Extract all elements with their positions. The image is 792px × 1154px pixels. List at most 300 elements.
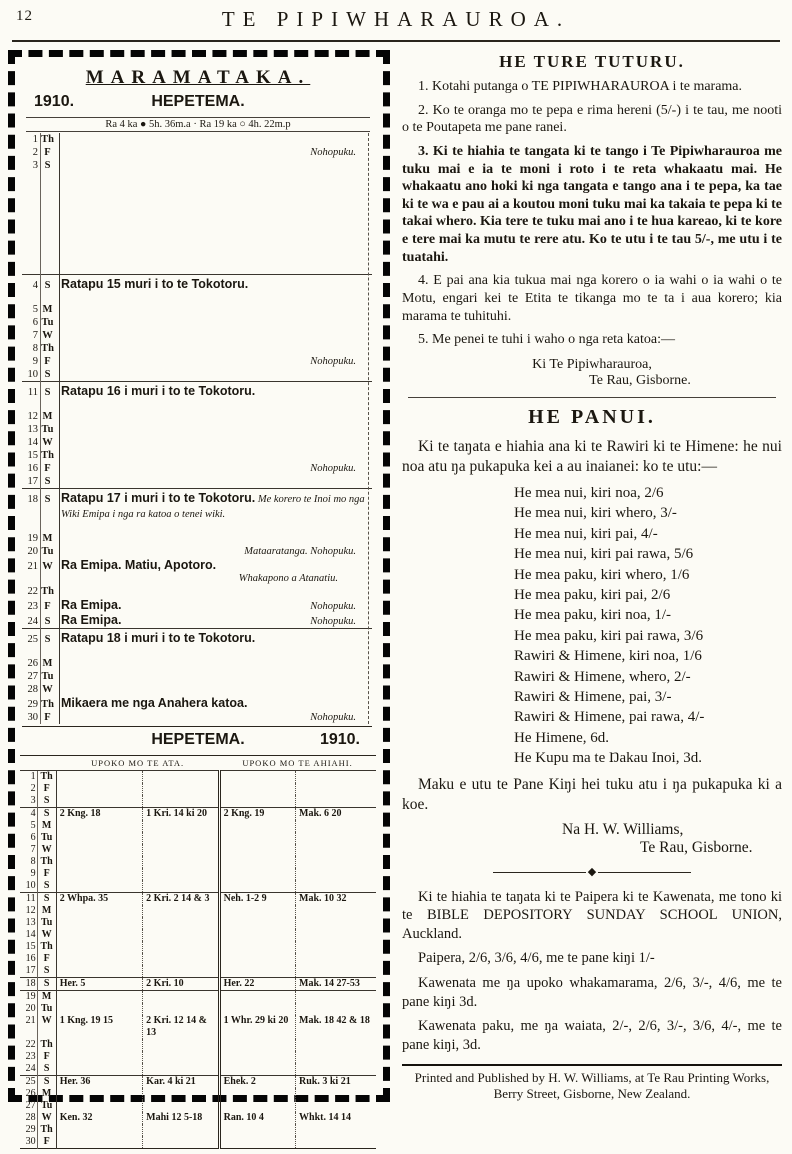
divider-line: [598, 872, 691, 873]
day-letter: Th: [37, 771, 56, 784]
reading-ref: [219, 1124, 295, 1136]
calendar-day-row: [22, 303, 372, 316]
reading-ref: Her. 5: [56, 978, 142, 991]
reading-ref: [56, 953, 142, 965]
day-number: 4: [32, 280, 38, 291]
reading-ref: [143, 1136, 219, 1149]
reading-ref: [56, 965, 142, 978]
maramataka-rows: [22, 133, 372, 724]
calendar-day-row: [22, 631, 372, 646]
reading-ref: [219, 820, 295, 832]
lectionary-row: [20, 1100, 376, 1112]
lectionary-row: [20, 893, 376, 906]
day-number: 26: [27, 658, 38, 669]
calendar-day-row: [22, 475, 372, 488]
day-letter: W: [37, 844, 56, 856]
reading-ref: [143, 771, 219, 784]
reading-ref: [296, 965, 376, 978]
lectionary-row: [20, 941, 376, 953]
day-entry: [57, 631, 255, 645]
calendar-week: [22, 488, 372, 628]
calendar-day-row: [22, 491, 372, 521]
day-letter: W: [42, 684, 53, 695]
day-number: 14: [20, 929, 37, 941]
day-number: 24: [27, 616, 38, 627]
day-letter: F: [37, 783, 56, 795]
day-number: 6: [32, 317, 38, 328]
day-letter: M: [37, 905, 56, 917]
day-letter: W: [37, 929, 56, 941]
lectionary-row: [20, 1039, 376, 1051]
lectionary-row: [20, 1136, 376, 1149]
reading-ref: Her. 36: [56, 1076, 142, 1089]
lectionary-row: [20, 856, 376, 868]
reading-ref: Mak. 6 20: [296, 808, 376, 821]
day-number: 12: [20, 905, 37, 917]
lectionary-row: [20, 880, 376, 893]
day-number: 13: [27, 424, 38, 435]
lectionary-row: [20, 1088, 376, 1100]
ture-heading: HE TURE TUTURU.: [499, 52, 685, 71]
reading-ref: Kar. 4 ki 21: [143, 1076, 219, 1089]
column-rule: [40, 133, 41, 724]
calendar-day-row: [22, 532, 372, 545]
reading-ref: [219, 941, 295, 953]
day-letter: W: [42, 561, 53, 572]
calendar-day-row: [22, 436, 372, 449]
calendar-day-row: [22, 545, 372, 558]
reading-ref: 2 Kri. 10: [143, 978, 219, 991]
day-number: 6: [20, 832, 37, 844]
moon-phase-line: Ra 4 ka ● 5h. 36m.a · Ra 19 ka ○ 4h. 22m.p: [26, 117, 370, 132]
reading-ref: 2 Kri. 12 14 & 13: [143, 1015, 219, 1039]
day-letter: S: [44, 369, 51, 380]
reading-ref: [56, 771, 142, 784]
day-number: 25: [20, 1076, 37, 1089]
day-letter: S: [37, 978, 56, 991]
day-number: 22: [20, 1039, 37, 1051]
calendar-day-row: [22, 410, 372, 423]
reading-ref: Mak. 14 27-53: [296, 978, 376, 991]
lectionary-row: [20, 1124, 376, 1136]
lectionary-row: [20, 965, 376, 978]
reading-ref: [296, 1039, 376, 1051]
reading-ref: Ehek. 2: [219, 1076, 295, 1089]
day-letter: Tu: [37, 1003, 56, 1015]
lectionary-row: [20, 808, 376, 821]
calendar-day-row: [22, 585, 372, 598]
ture-paragraph-3: 3. Ki te hiahia te tangata ki te tango i Te Pipiwharauroa me tuku mai e ia te moni i roto i te reta whakaatu mai. He whakaatu ano hoki ki nga tangata e tango ana i te pepa, ka tae ki te wa e pau ai a koutou moni tuku mai ka takaia te pepa ki te takai whero. Kia tere te tuku mai ano i te hua kareao, ki te kore e tere mai ka mutu te rere atu. Ko te utu i te tau 5/-, me utu i te tuatahi.: [402, 143, 782, 265]
day-number: 11: [27, 387, 38, 398]
price-item: He mea paku, kiri pai rawa, 3/6: [514, 627, 704, 644]
ture-paragraph-2: 2. Ko te oranga mo te pepa e rima hereni (5/-) i te tau, me nooti o te Poutapeta me pane ranei.: [402, 102, 782, 136]
reading-ref: [219, 856, 295, 868]
day-letter: Th: [37, 1039, 56, 1051]
reading-ref: Whkt. 14 14: [299, 1112, 351, 1123]
day-number: 25: [27, 634, 38, 645]
day-number: 8: [32, 343, 38, 354]
evening-column-header: UPOKO MO TE AHIAHI.: [219, 756, 376, 771]
price-item: He Himene, 6d.: [514, 729, 609, 746]
day-number: 1: [20, 771, 37, 784]
day-number: 18: [20, 978, 37, 991]
reading-ref: [219, 1088, 295, 1100]
calendar-month: HEPETEMA.: [151, 93, 245, 110]
day-number: 16: [27, 463, 38, 474]
reading-ref: [219, 965, 295, 978]
day-number: 16: [20, 953, 37, 965]
reading-ref: [219, 783, 295, 795]
reading-ref: [56, 1136, 142, 1149]
ture-paragraph-1: 1. Kotahi putanga o TE PIPIWHARAUROA i te marama.: [418, 79, 743, 94]
reading-ref: [219, 771, 295, 784]
day-number: 2: [32, 147, 38, 158]
day-number: 3: [32, 160, 38, 171]
reading-ref: [143, 856, 219, 868]
calendar-day-row: [22, 613, 372, 628]
day-number: 7: [32, 330, 38, 341]
reading-ref: [56, 941, 142, 953]
reading-ref: [143, 795, 219, 808]
reading-ref: [296, 1063, 376, 1076]
footer-rule: [402, 1064, 782, 1066]
reading-ref: [56, 991, 142, 1004]
fast-note: Nohopuku.: [310, 463, 356, 474]
reading-ref: [56, 1003, 142, 1015]
day-letter: S: [44, 616, 51, 627]
reading-ref: [143, 1124, 219, 1136]
calendar-day-row: [22, 462, 372, 475]
header-spacer: [20, 756, 56, 771]
reading-ref: [219, 905, 295, 917]
maramataka-subtitle: [20, 93, 376, 115]
day-letter: S: [44, 160, 51, 171]
calendar-day-row: [22, 711, 372, 724]
reading-ref: [296, 953, 376, 965]
day-letter: Tu: [37, 917, 56, 929]
bible-paragraph-3: Kawenata me ŋa upoko whakamarama, 2/6, 3/-, 4/6, me te pane kiŋi 3d.: [402, 974, 782, 1010]
lectionary-row: [20, 771, 376, 784]
day-letter: S: [44, 280, 51, 291]
day-letter: W: [42, 437, 53, 448]
day-letter: S: [44, 494, 51, 505]
divider-line: [493, 872, 586, 873]
reading-ref: 2 Whpa. 35: [56, 893, 142, 906]
feast-label: Ratapu 18 i muri i to te Tokotoru.: [61, 631, 256, 645]
calendar-year: 1910.: [34, 93, 75, 110]
reading-ref: [56, 880, 142, 893]
lectionary-row: [20, 1015, 376, 1039]
reading-ref: [296, 771, 376, 784]
address-line-1: Ki Te Pipiwharauroa,: [532, 356, 652, 372]
day-letter: S: [37, 1076, 56, 1089]
reading-ref: [143, 783, 219, 795]
reading-ref: [296, 832, 376, 844]
reading-ref: [296, 1088, 376, 1100]
day-number: 19: [27, 533, 38, 544]
day-letter: S: [44, 634, 51, 645]
reading-ref: [219, 1136, 295, 1149]
day-letter: F: [44, 463, 51, 474]
reading-ref: [219, 795, 295, 808]
day-entry: [57, 613, 121, 627]
day-letter: F: [37, 1051, 56, 1063]
day-number: 30: [27, 712, 38, 723]
day-letter: M: [37, 991, 56, 1004]
reading-ref: Mak. 10 32: [296, 893, 376, 906]
day-number: 8: [20, 856, 37, 868]
reading-ref: [56, 1051, 142, 1063]
reading-ref: [143, 820, 219, 832]
day-letter: Tu: [41, 424, 54, 435]
day-number: 17: [27, 476, 38, 487]
bible-paragraph-4: Kawenata paku, me ŋa waiata, 2/-, 2/6, 3/-, 3/6, 4/-, me te pane kiŋi, 3d.: [402, 1018, 782, 1053]
day-letter: W: [42, 330, 53, 341]
day-number: 3: [20, 795, 37, 808]
reading-ref: [143, 1063, 219, 1076]
day-number: 21: [20, 1015, 37, 1039]
reading-ref: [296, 991, 376, 1004]
day-number: 21: [27, 561, 38, 572]
day-number: 15: [27, 450, 38, 461]
day-letter: F: [44, 601, 51, 612]
reading-ref: [143, 844, 219, 856]
day-number: 14: [27, 437, 38, 448]
fast-note: Nohopuku.: [310, 616, 356, 627]
day-letter: M: [42, 533, 53, 544]
lectionary-row: [20, 844, 376, 856]
lectionary-subtitle: [20, 731, 376, 753]
reading-ref: [219, 1051, 295, 1063]
day-number: 1: [32, 134, 38, 145]
reading-ref: Mak. 18 42 & 18: [299, 1015, 370, 1026]
calendar-day-row: [22, 133, 372, 146]
reading-ref: [296, 1003, 376, 1015]
reading-ref: [219, 1039, 295, 1051]
day-letter: S: [37, 893, 56, 906]
lectionary-row: [20, 905, 376, 917]
feast-label: Ratapu 15 muri i to te Tokotoru.: [61, 277, 249, 291]
day-number: 13: [20, 917, 37, 929]
day-number: 2: [20, 783, 37, 795]
reading-ref: [296, 783, 376, 795]
reading-ref: [296, 856, 376, 868]
day-number: 17: [20, 965, 37, 978]
day-number: 15: [20, 941, 37, 953]
calendar-day-row: [22, 384, 372, 399]
day-letter: S: [37, 795, 56, 808]
day-letter: Th: [41, 586, 54, 597]
day-number: 5: [32, 304, 38, 315]
reading-ref: [143, 1051, 219, 1063]
reading-ref: [143, 1003, 219, 1015]
calendar-day-row: [22, 355, 372, 368]
lectionary-row: [20, 1076, 376, 1089]
day-letter: M: [42, 658, 53, 669]
day-number: 28: [20, 1112, 37, 1124]
lectionary-row: [20, 978, 376, 991]
panui-intro: Ki te taŋata e hiahia ana ki te Rawiri ki te Himene: he nui noa atu ŋa pukapuka kei a au inaianei: ko te utu:—: [402, 437, 782, 475]
section-divider: [408, 397, 776, 398]
reading-ref: [56, 832, 142, 844]
lectionary-row: [20, 1051, 376, 1063]
reading-ref: [219, 868, 295, 880]
reading-ref: [296, 868, 376, 880]
day-letter: F: [37, 868, 56, 880]
reading-ref: 2 Kri. 2 14 & 3: [143, 893, 219, 906]
day-letter: S: [44, 476, 51, 487]
calendar-week: [22, 274, 372, 381]
diamond-icon: ◆: [587, 865, 597, 878]
day-letter: W: [37, 1015, 56, 1039]
day-number: 19: [20, 991, 37, 1004]
day-letter: S: [37, 965, 56, 978]
reading-ref: Ken. 32: [56, 1112, 142, 1124]
day-letter: F: [37, 1136, 56, 1149]
day-letter: M: [37, 820, 56, 832]
day-entry: [57, 558, 216, 572]
day-number: 30: [20, 1136, 37, 1149]
reading-ref: [296, 820, 376, 832]
ornament-divider: [493, 867, 691, 878]
reading-ref: 2 Kng. 19: [219, 808, 295, 821]
lectionary-row: [20, 795, 376, 808]
price-item: He mea nui, kiri whero, 3/-: [514, 505, 677, 522]
day-letter: F: [37, 953, 56, 965]
reading-ref: [56, 1063, 142, 1076]
feast-label: Ra Emipa. Matiu, Apotoro.: [61, 558, 217, 572]
feast-label: Ra Emipa.: [61, 598, 122, 612]
day-number: 26: [20, 1088, 37, 1100]
page-number: 12: [16, 8, 33, 24]
fast-note: Nohopuku.: [310, 712, 356, 723]
day-letter: Tu: [37, 832, 56, 844]
calendar-day-row: [22, 277, 372, 292]
day-letter: Tu: [41, 546, 54, 557]
day-entry: [57, 491, 372, 521]
reading-ref: [296, 1100, 376, 1112]
day-letter: F: [44, 712, 51, 723]
morning-column-header: UPOKO MO TE ATA.: [56, 756, 219, 771]
lectionary-row: [20, 1112, 376, 1124]
price-item: He mea paku, kiri whero, 1/6: [514, 566, 690, 583]
reading-ref: [219, 917, 295, 929]
reading-ref: [143, 905, 219, 917]
day-number: 23: [27, 601, 38, 612]
price-item: Rawiri & Himene, whero, 2/-: [514, 668, 691, 685]
day-number: 5: [20, 820, 37, 832]
reading-ref: [219, 1100, 295, 1112]
calendar-day-row: [22, 342, 372, 355]
reading-ref: [56, 856, 142, 868]
reading-ref: Ran. 10 4: [219, 1112, 295, 1124]
reading-ref: [56, 1100, 142, 1112]
day-letter: S: [44, 387, 51, 398]
day-letter: Tu: [37, 1100, 56, 1112]
reading-ref: [56, 783, 142, 795]
price-item: He Kupu ma te Ŋakau Inoi, 3d.: [514, 750, 702, 767]
lectionary-row: [20, 820, 376, 832]
lectionary-row: [20, 783, 376, 795]
reading-ref: [296, 917, 376, 929]
calendar-day-row: [22, 146, 372, 159]
day-letter: Th: [37, 856, 56, 868]
feast-label: Ratapu 16 i muri i to te Tokotoru.: [61, 384, 256, 398]
day-number: 9: [20, 868, 37, 880]
reading-ref: [56, 905, 142, 917]
day-letter: S: [37, 808, 56, 821]
day-number: 4: [20, 808, 37, 821]
maramataka-title: MARAMATAKA.: [85, 67, 311, 88]
calendar-day-row: [22, 329, 372, 342]
reading-ref: [219, 844, 295, 856]
fast-note: Nohopuku.: [310, 601, 356, 612]
day-number: 11: [20, 893, 37, 906]
calendar-column: [8, 50, 390, 1150]
price-item: Rawiri & Himene, pai, 3/-: [514, 688, 672, 705]
reading-ref: Ruk. 3 ki 21: [296, 1076, 376, 1089]
calendar-week: [22, 381, 372, 488]
calendar-day-row: [22, 683, 372, 696]
price-item: He mea nui, kiri pai, 4/-: [514, 525, 658, 542]
feast-label: Mikaera me nga Anahera katoa.: [61, 696, 248, 710]
lectionary-header-row: [20, 756, 376, 771]
reading-ref: [143, 941, 219, 953]
reading-ref: 2 Kng. 18: [56, 808, 142, 821]
day-letter: Th: [41, 134, 54, 145]
reading-ref: [56, 1088, 142, 1100]
reading-ref: [143, 991, 219, 1004]
day-letter: Tu: [41, 317, 54, 328]
reading-ref: [219, 929, 295, 941]
calendar-day-row: [22, 558, 372, 573]
price-item: Rawiri & Himene, kiri noa, 1/6: [514, 648, 702, 665]
price-item: Rawiri & Himene, pai rawa, 4/-: [514, 709, 705, 726]
ture-paragraph-4: 4. E pai ana kia tukua mai nga korero o ia wahi o ia wahi o te Motu, engari kei te Etita te tikanga mo te ta i aua korero; kia marama te tuhituhi.: [402, 273, 782, 324]
lectionary-month: HEPETEMA.: [151, 731, 245, 748]
articles-column: [402, 50, 784, 1150]
reading-ref: [296, 880, 376, 893]
reading-ref: [219, 832, 295, 844]
feast-note: Me korero te Inoi mo nga Wiki Emipa i nga ra katoa o tenei wiki.: [61, 494, 365, 520]
day-letter: M: [42, 411, 53, 422]
day-letter: F: [44, 356, 51, 367]
day-number: 18: [27, 494, 38, 505]
reading-ref: [143, 1100, 219, 1112]
day-number: 24: [20, 1063, 37, 1076]
feast-subnote: Whakapono a Atanatiu.: [238, 573, 338, 584]
calendar-day-row: [22, 657, 372, 670]
reading-ref: 1 Whr. 29 ki 20: [219, 1015, 295, 1039]
day-number: 12: [27, 411, 38, 422]
day-letter: Th: [37, 941, 56, 953]
reading-ref: [296, 929, 376, 941]
calendar-week: [22, 133, 372, 274]
calendar-day-row: [22, 159, 372, 172]
page-header: [8, 4, 784, 38]
reading-ref: [296, 1124, 376, 1136]
ture-paragraph-5: 5. Me penei te tuhi i waho o nga reta katoa:—: [418, 332, 675, 348]
reading-ref: [143, 929, 219, 941]
lectionary-row: [20, 991, 376, 1004]
reading-ref: [296, 844, 376, 856]
masthead-title: TE PIPIWHARAUROA.: [221, 7, 571, 31]
day-number: 22: [27, 586, 38, 597]
reading-ref: [56, 1124, 142, 1136]
reading-ref: [143, 868, 219, 880]
reading-ref: [56, 929, 142, 941]
day-letter: W: [37, 1112, 56, 1124]
